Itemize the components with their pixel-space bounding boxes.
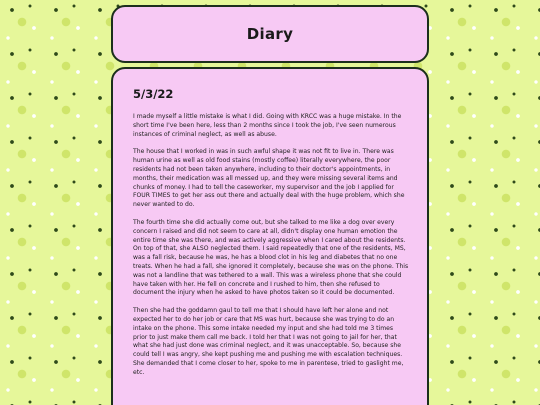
entry-paragraph: The fourth time she did actually come out, but she talked to me like a dog over every concern I raised and did not seem to care at all, didn't display one human emotion the entire time she was there, and was actively aggressive when I cared about the residents. On top of that, she ALSO neglected them. I said repeatedly that one of the residents, MS, was a fall risk, because he was, he has a blood clot in his leg and diabetes that no one treats. When he had a fall, she ignored it completely, because she was on the phone. This was not a landline that was tethered to a wall. This was a wireless phone that she could have taken with her. He fell on concrete and I rushed to him, then she refused to document the injury when he asked to have photos taken so it could be documented. — [133, 218, 409, 297]
header-panel — [111, 5, 429, 63]
page-title: Diary — [246, 25, 294, 43]
diary-entry-panel[interactable] — [111, 67, 429, 405]
entry-paragraph: I made myself a little mistake is what I did. Going with KRCC was a huge mistake. In the short time I've been here, less than 2 months since I took the job, I've seen numerous instances of criminal neglect, as well as abuse. — [133, 113, 402, 138]
entry-paragraph: Then she had the goddamn gaul to tell me that I should have left her alone and not expected her to do her job or care that MS was hurt, because she was trying to do an intake on the phone. This some intake needed my input and she had told me 3 times prior to just make them call me back. I told her that I was not going to jail for her, that what she had just done was criminal neglect, and it was unacceptable. So, because she could tell I was angry, she kept pushing me and pushing me with escalation techniques. She demanded that I come closer to her, spoke to me in parentese, tried to gaslight me, etc. — [133, 307, 404, 376]
entry-date: 5/3/22 — [133, 87, 174, 101]
entry-paragraph: The house that I worked in was in such awful shape it was not fit to live in. There was human urine as well as old food stains (mostly coffee) literally everywhere, the poor residents had not been taken anywhere, including to their doctor's appointments, in months, their medication was all messed up, and they were missing several items and chunks of money. I had to tell the caseworker, my supervisor and the job I applied for FOUR TIMES to get her ass out there and actually deal with the huge problem, which she never wanted to do. — [133, 148, 405, 209]
